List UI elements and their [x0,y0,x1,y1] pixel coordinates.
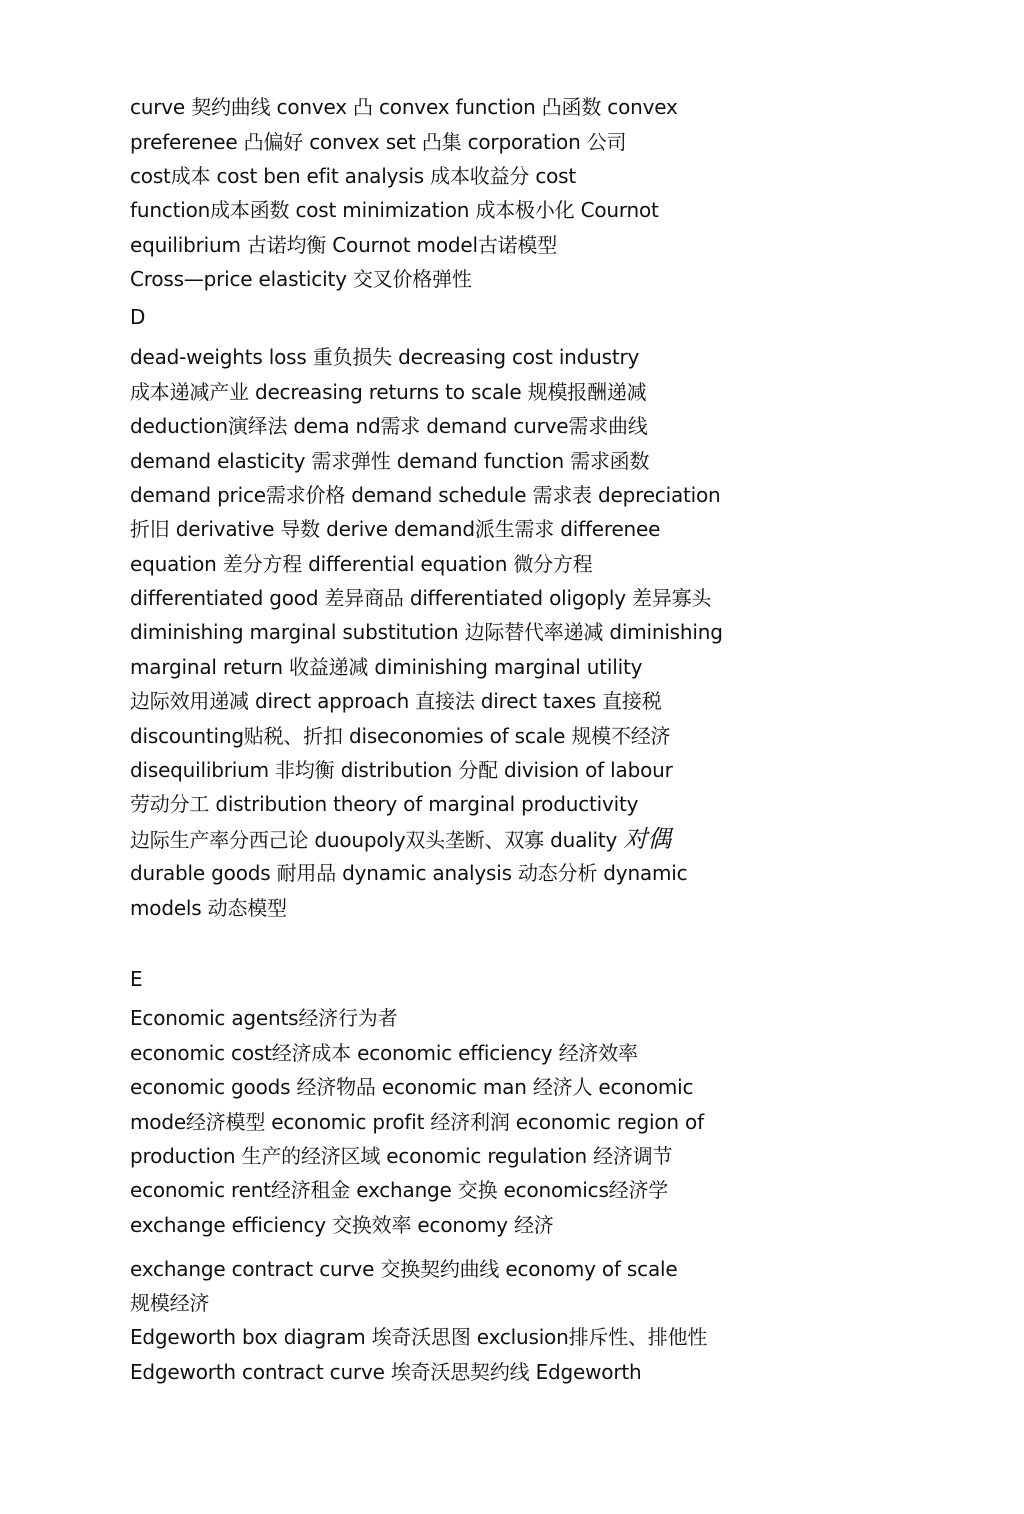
glossary-line: 劳动分工 distribution theory of marginal productivity [130,792,639,816]
glossary-line: production 生产的经济区域 economic regulation 经济调节 [130,1144,673,1168]
section-heading-d: D [130,305,146,329]
glossary-line [130,825,671,853]
glossary-line: cost成本 cost ben efit analysis 成本收益分 cost [130,164,577,188]
glossary-line: Economic agents经济行为者 [130,1006,398,1030]
glossary-line: Edgeworth contract curve 埃奇沃思契约线 Edgeworth [130,1360,642,1384]
glossary-line: Cross—price elasticity 交叉价格弹性 [130,267,472,291]
glossary-line: differentiated good 差异商品 differentiated oligoply 差异寡头 [130,586,712,610]
glossary-line: dead-weights loss 重负损失 decreasing cost industry [130,345,640,369]
glossary-line: curve 契约曲线 convex 凸 convex function 凸函数 convex [130,95,678,119]
glossary-line: exchange efficiency 交换效率 economy 经济 [130,1213,554,1237]
glossary-line: deduction演绎法 dema nd需求 demand curve需求曲线 [130,414,648,438]
glossary-line: economic goods 经济物品 economic man 经济人 economic [130,1075,694,1099]
glossary-line: 规模经济 [130,1291,210,1315]
glossary-line: economic rent经济租金 exchange 交换 economics经济学 [130,1178,669,1202]
glossary-line: demand price需求价格 demand schedule 需求表 depreciation [130,483,721,507]
glossary-line: diminishing marginal substitution 边际替代率递减 diminishing [130,620,723,644]
glossary-line: Edgeworth box diagram 埃奇沃思图 exclusion排斥性、排他性 [130,1325,708,1349]
glossary-line: 成本递减产业 decreasing returns to scale 规模报酬递减 [130,380,647,404]
glossary-line: exchange contract curve 交换契约曲线 economy of scale [130,1257,678,1281]
glossary-line: 折旧 derivative 导数 derive demand派生需求 differenee [130,517,661,541]
glossary-line: mode经济模型 economic profit 经济利润 economic region of [130,1110,704,1134]
glossary-line: equilibrium 古诺均衡 Cournot model古诺模型 [130,233,558,257]
glossary-line: durable goods 耐用品 dynamic analysis 动态分析 dynamic [130,861,688,885]
glossary-line: 边际效用递减 direct approach 直接法 direct taxes 直接税 [130,689,662,713]
section-heading-e: E [130,967,143,991]
glossary-line: equation 差分方程 differential equation 微分方程 [130,552,593,576]
glossary-line: function成本函数 cost minimization 成本极小化 Cournot [130,198,659,222]
glossary-line: disequilibrium 非均衡 distribution 分配 division of labour [130,758,673,782]
duality-translation: 对偶 [623,825,671,853]
glossary-line: models 动态模型 [130,896,287,920]
glossary-line: marginal return 收益递减 diminishing marginal utility [130,655,643,679]
glossary-line: demand elasticity 需求弹性 demand function 需求函数 [130,449,650,473]
glossary-line: economic cost经济成本 economic efficiency 经济效率 [130,1041,638,1065]
glossary-line: preferenee 凸偏好 convex set 凸集 corporation 公司 [130,130,627,154]
glossary-line: discounting贴税、折扣 diseconomies of scale 规模不经济 [130,724,671,748]
glossary-line-text: 边际生产率分西己论 duoupoly双头垄断、双寡 duality [130,828,624,852]
